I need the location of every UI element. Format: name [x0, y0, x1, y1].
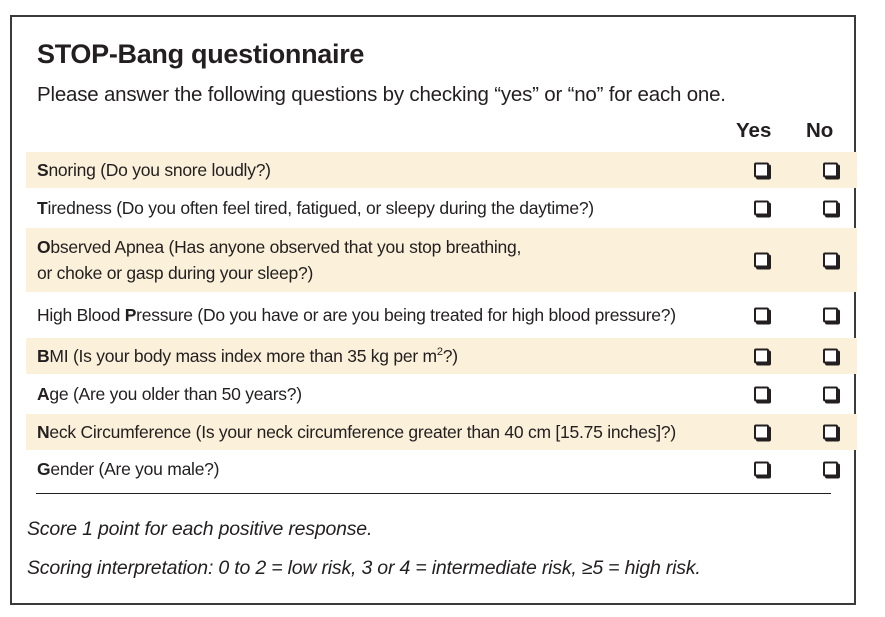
- question-row-snoring: [26, 152, 857, 188]
- question-text-age: [37, 381, 742, 407]
- question-text-pressure: [37, 302, 742, 328]
- bmi-no-checkbox[interactable]: [823, 349, 838, 364]
- question-row-gender: [26, 450, 857, 488]
- yes-column-header: Yes: [736, 119, 772, 142]
- divider-line: [36, 493, 831, 494]
- question-label: noring (Do you snore loudly?): [48, 160, 271, 180]
- question-initial: S: [37, 160, 49, 180]
- question-initial: T: [37, 198, 48, 218]
- question-text-observed-apnea: [37, 234, 742, 286]
- stop-bang-card: [10, 15, 856, 605]
- question-text-gender: [37, 456, 742, 482]
- question-text-snoring: [37, 157, 742, 183]
- question-text-tiredness: [37, 195, 742, 221]
- neck-no-checkbox[interactable]: [823, 425, 838, 440]
- age-no-checkbox[interactable]: [823, 387, 838, 402]
- question-initial: G: [37, 459, 51, 479]
- question-label-line2: or choke or gasp during your sleep?): [37, 263, 314, 283]
- question-row-neck: [26, 414, 857, 450]
- scoring-interpretation: Scoring interpretation: 0 to 2 = low risk, 3 or 4 = intermediate risk, ≥5 = high risk.: [27, 557, 701, 579]
- question-label: ressure (Do you have or are you being treated for high blood pressure?): [136, 305, 676, 325]
- question-row-bmi: [26, 338, 857, 374]
- neck-yes-checkbox[interactable]: [754, 425, 769, 440]
- question-initial: P: [124, 305, 137, 325]
- score-note: Score 1 point for each positive response.: [27, 518, 373, 540]
- question-label: MI (Is your body mass index more than 35 kg per m: [49, 346, 437, 366]
- gender-yes-checkbox[interactable]: [754, 462, 769, 477]
- question-initial: O: [37, 237, 51, 257]
- question-label: bserved Apnea (Has anyone observed that you stop breathing,: [50, 237, 522, 257]
- question-list: [26, 152, 857, 488]
- question-initial: A: [37, 384, 50, 404]
- questionnaire-title: STOP-Bang questionnaire: [37, 39, 365, 69]
- bmi-yes-checkbox[interactable]: [754, 349, 769, 364]
- question-initial: N: [37, 422, 50, 442]
- question-row-age: [26, 374, 857, 414]
- question-suffix: ?): [442, 346, 458, 366]
- no-column-header: No: [806, 119, 834, 142]
- age-yes-checkbox[interactable]: [754, 387, 769, 402]
- pressure-no-checkbox[interactable]: [823, 308, 838, 323]
- tiredness-no-checkbox[interactable]: [823, 201, 838, 216]
- question-label: eck Circumference (Is your neck circumference greater than 40 cm [15.75 inches]?): [49, 422, 676, 442]
- question-initial: B: [37, 346, 50, 366]
- observed-apnea-yes-checkbox[interactable]: [754, 253, 769, 268]
- question-row-tiredness: [26, 188, 857, 228]
- question-label: iredness (Do you often feel tired, fatigued, or sleepy during the daytime?): [47, 198, 594, 218]
- snoring-yes-checkbox[interactable]: [754, 163, 769, 178]
- question-row-observed-apnea: [26, 228, 857, 292]
- instructions-text: Please answer the following questions by checking “yes” or “no” for each one.: [37, 83, 726, 106]
- question-prefix: High Blood: [37, 305, 125, 325]
- question-label: ge (Are you older than 50 years?): [49, 384, 302, 404]
- pressure-yes-checkbox[interactable]: [754, 308, 769, 323]
- question-text-neck: [37, 419, 742, 445]
- question-row-pressure: [26, 292, 857, 338]
- observed-apnea-no-checkbox[interactable]: [823, 253, 838, 268]
- gender-no-checkbox[interactable]: [823, 462, 838, 477]
- question-label: ender (Are you male?): [50, 459, 220, 479]
- question-text-bmi: [37, 343, 742, 369]
- tiredness-yes-checkbox[interactable]: [754, 201, 769, 216]
- snoring-no-checkbox[interactable]: [823, 163, 838, 178]
- superscript-two: 2: [436, 346, 443, 359]
